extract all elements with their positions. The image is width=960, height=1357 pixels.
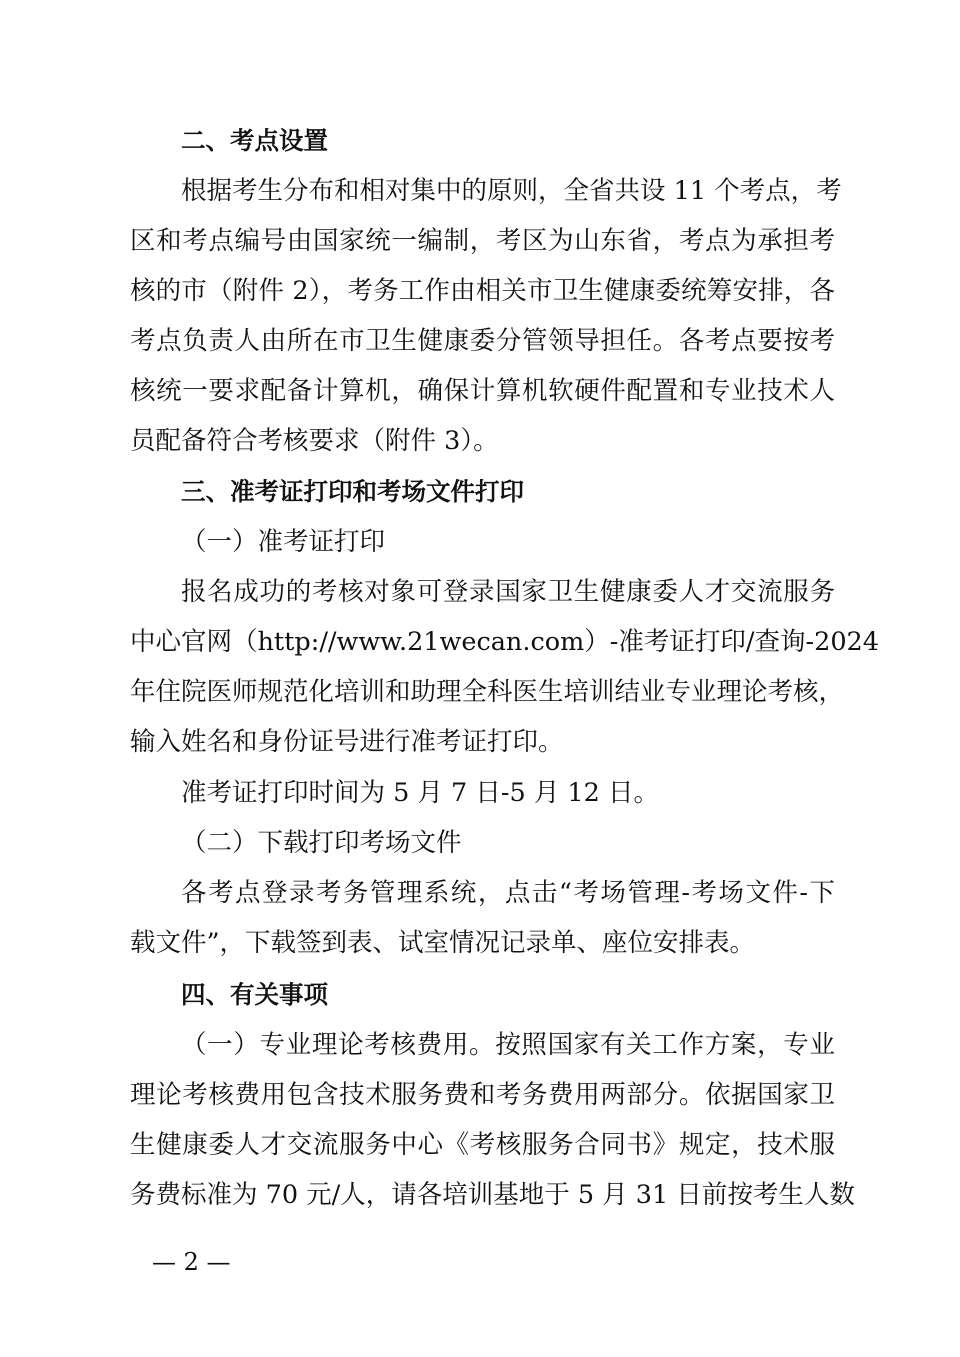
section-4-heading: 四、有关事项 bbox=[181, 980, 328, 1009]
paragraph-line: 准考证打印时间为 5 月 7 日-5 月 12 日。 bbox=[181, 778, 659, 808]
paragraph-line: （一）专业理论考核费用。按照国家有关工作方案，专业 bbox=[181, 1030, 835, 1060]
page-number: — 2 — bbox=[152, 1248, 231, 1276]
paragraph-line: 考点负责人由所在市卫生健康委分管领导担任。各考点要按考 bbox=[130, 326, 835, 356]
paragraph-line: 输入姓名和身份证号进行准考证打印。 bbox=[130, 727, 564, 757]
paragraph-line: 理论考核费用包含技术服务费和考务费用两部分。依据国家卫 bbox=[130, 1080, 835, 1110]
paragraph-line: 务费标准为 70 元/人，请各培训基地于 5 月 31 日前按考生人数 bbox=[130, 1180, 855, 1210]
paragraph-line: 年住院医师规范化培训和助理全科医生培训结业专业理论考核， bbox=[130, 677, 845, 707]
paragraph-line: 生健康委人才交流服务中心《考核服务合同书》规定，技术服 bbox=[130, 1130, 835, 1160]
paragraph-line: 中心官网（http://www.21wecan.com）-准考证打印/查询-2024 bbox=[130, 627, 879, 657]
subsection-heading-admission-ticket: （一）准考证打印 bbox=[181, 527, 386, 557]
section-2-heading: 二、考点设置 bbox=[181, 126, 328, 155]
paragraph-line: 各考点登录考务管理系统，点击“考场管理-考场文件-下 bbox=[181, 878, 835, 908]
paragraph-line: 核统一要求配备计算机，确保计算机软硬件配置和专业技术人 bbox=[130, 376, 835, 406]
paragraph-line: 核的市（附件 2），考务工作由相关市卫生健康委统筹安排，各 bbox=[130, 276, 835, 306]
paragraph-line: 根据考生分布和相对集中的原则，全省共设 11 个考点，考 bbox=[181, 176, 842, 206]
subsection-heading-exam-files: （二）下载打印考场文件 bbox=[181, 828, 462, 858]
section-3-heading: 三、准考证打印和考场文件打印 bbox=[181, 477, 524, 506]
paragraph-line: 员配备符合考核要求（附件 3）。 bbox=[130, 426, 499, 456]
paragraph-line: 报名成功的考核对象可登录国家卫生健康委人才交流服务 bbox=[181, 577, 835, 607]
paragraph-line: 载文件”，下载签到表、试室情况记录单、座位安排表。 bbox=[130, 928, 756, 958]
paragraph-line: 区和考点编号由国家统一编制，考区为山东省，考点为承担考 bbox=[130, 226, 835, 256]
